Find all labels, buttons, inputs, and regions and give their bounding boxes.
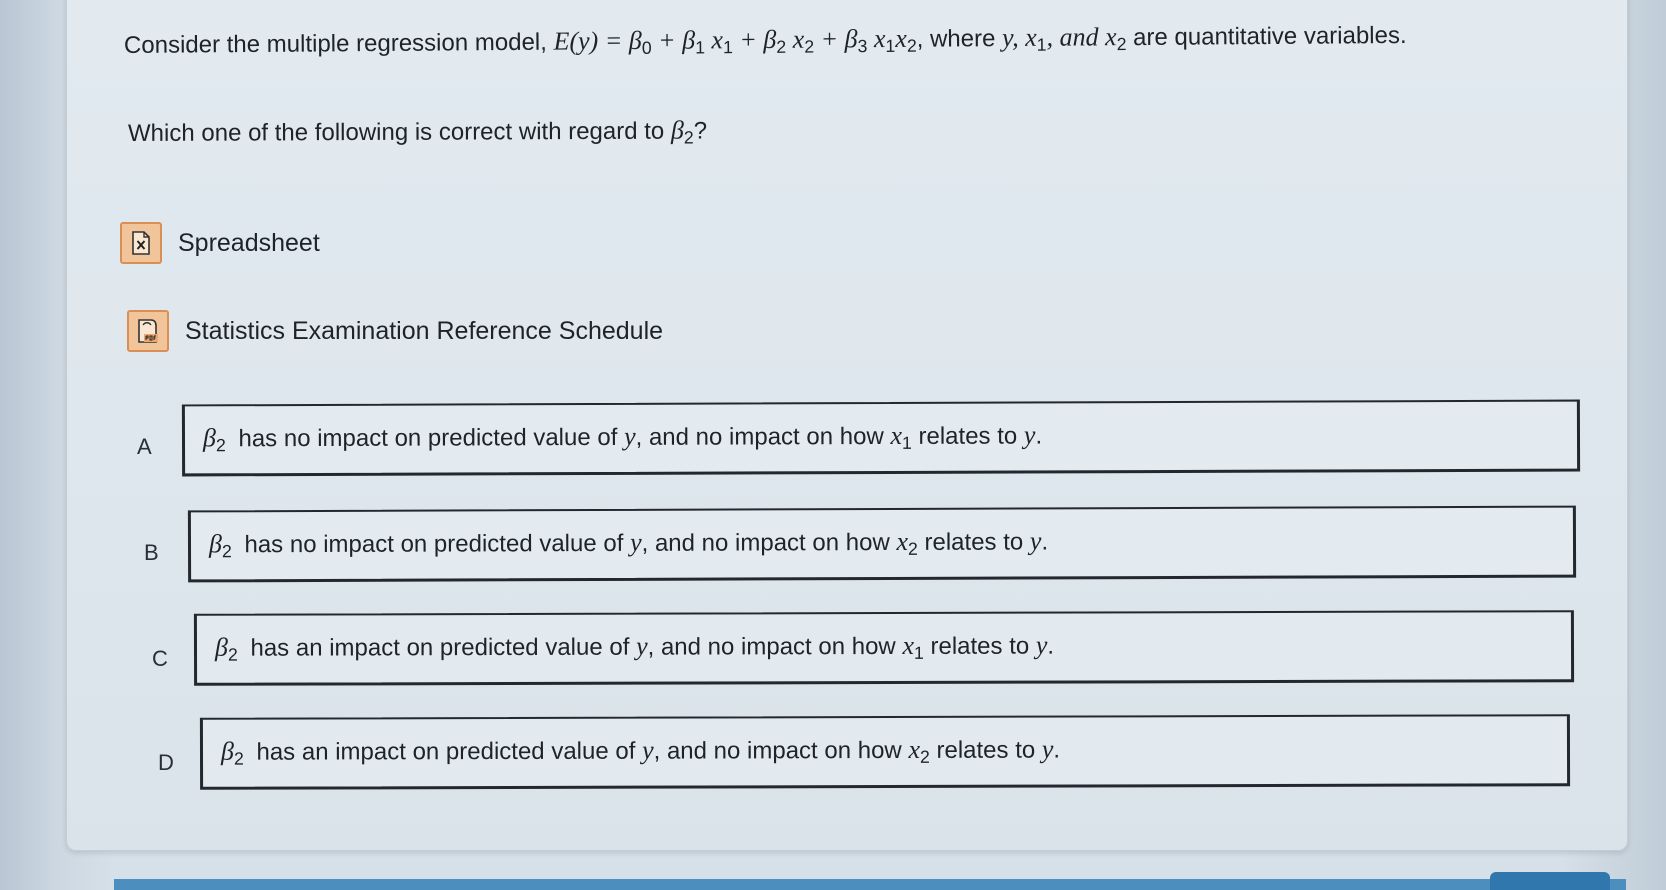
option-subject-b: $\beta_2$ <box>208 529 232 562</box>
option-part-b2: , and no impact on how <box>641 528 897 557</box>
option-var-x-c: $x_1$ <box>902 630 924 663</box>
option-letter-c: C <box>152 646 168 671</box>
question-tail: are quantitative variables. <box>1126 21 1407 52</box>
option-part-c1: has an impact on predicted value of <box>243 633 637 662</box>
option-var-x-a: $x_1$ <box>890 420 912 453</box>
option-part-d2: , and no impact on how <box>653 736 909 765</box>
option-var-x-d: $x_2$ <box>908 734 930 767</box>
option-box-b[interactable] <box>188 506 1576 583</box>
prompt-text: Which one of the following is correct with regard to <box>127 117 671 147</box>
option-text-b <box>209 526 1048 562</box>
option-part-c2: , and no impact on how <box>647 632 903 661</box>
option-part-d3: relates to <box>929 736 1042 764</box>
option-text-c <box>215 631 1054 666</box>
option-var-y-c: y <box>636 631 648 661</box>
option-part-c3: relates to <box>923 632 1036 660</box>
reference-schedule-link[interactable] <box>127 310 663 352</box>
excel-file-icon <box>120 222 162 264</box>
option-var-end-d: y <box>1041 734 1054 764</box>
option-var-y-b: y <box>629 527 642 557</box>
bottom-accent-bar <box>114 879 1626 890</box>
spreadsheet-link[interactable] <box>120 222 320 264</box>
option-part-b1: has no impact on predicted value of <box>237 529 631 559</box>
option-var-end-b: y <box>1029 526 1042 556</box>
option-text-a <box>203 420 1042 456</box>
option-var-y-d: y <box>642 735 654 765</box>
option-var-x-b: $x_2$ <box>896 526 918 559</box>
question-lead: Consider the multiple regression model, <box>123 28 554 59</box>
option-letter-b: B <box>144 540 159 565</box>
prompt-end: ? <box>693 117 708 145</box>
regression-formula: $E(y) = \beta_0 + \beta_1$ $x_1 + \beta_2$ $x_2 + \beta_3$ $x_1x_2$ <box>553 23 917 58</box>
option-box-c[interactable] <box>194 610 1574 686</box>
prompt-symbol: $\beta_2$ <box>670 115 694 148</box>
option-letter-d: D <box>158 750 174 775</box>
option-letter-a: A <box>137 434 152 459</box>
option-subject-d: $\beta_2$ <box>220 736 244 769</box>
option-part-a1: has no impact on predicted value of <box>231 423 625 453</box>
option-box-a[interactable] <box>182 400 1580 477</box>
option-end-d: . <box>1053 736 1061 764</box>
option-part-a2: , and no impact on how <box>635 422 891 451</box>
question-where: , where <box>916 25 1003 53</box>
option-part-a3: relates to <box>911 422 1024 450</box>
option-part-d1: has an impact on predicted value of <box>249 737 643 766</box>
reference-schedule-label: Statistics Examination Reference Schedule <box>185 316 664 345</box>
next-button[interactable] <box>1490 872 1610 890</box>
option-var-end-c: y <box>1035 630 1048 660</box>
option-text-d <box>221 735 1060 770</box>
option-box-d[interactable] <box>200 714 1570 790</box>
question-prompt <box>128 115 707 150</box>
option-subject-a: $\beta_2$ <box>202 423 226 456</box>
option-var-y-a: y <box>623 421 636 451</box>
option-var-end-a: y <box>1023 420 1036 450</box>
option-end-b: . <box>1041 528 1049 556</box>
option-subject-c: $\beta_2$ <box>214 632 238 665</box>
spreadsheet-label: Spreadsheet <box>178 228 320 257</box>
question-variables: y, $x_1$, and $x_2$ <box>1001 22 1127 55</box>
option-part-b3: relates to <box>917 528 1030 556</box>
pdf-file-icon <box>127 310 169 352</box>
option-end-a: . <box>1035 422 1043 450</box>
option-end-c: . <box>1047 632 1055 660</box>
